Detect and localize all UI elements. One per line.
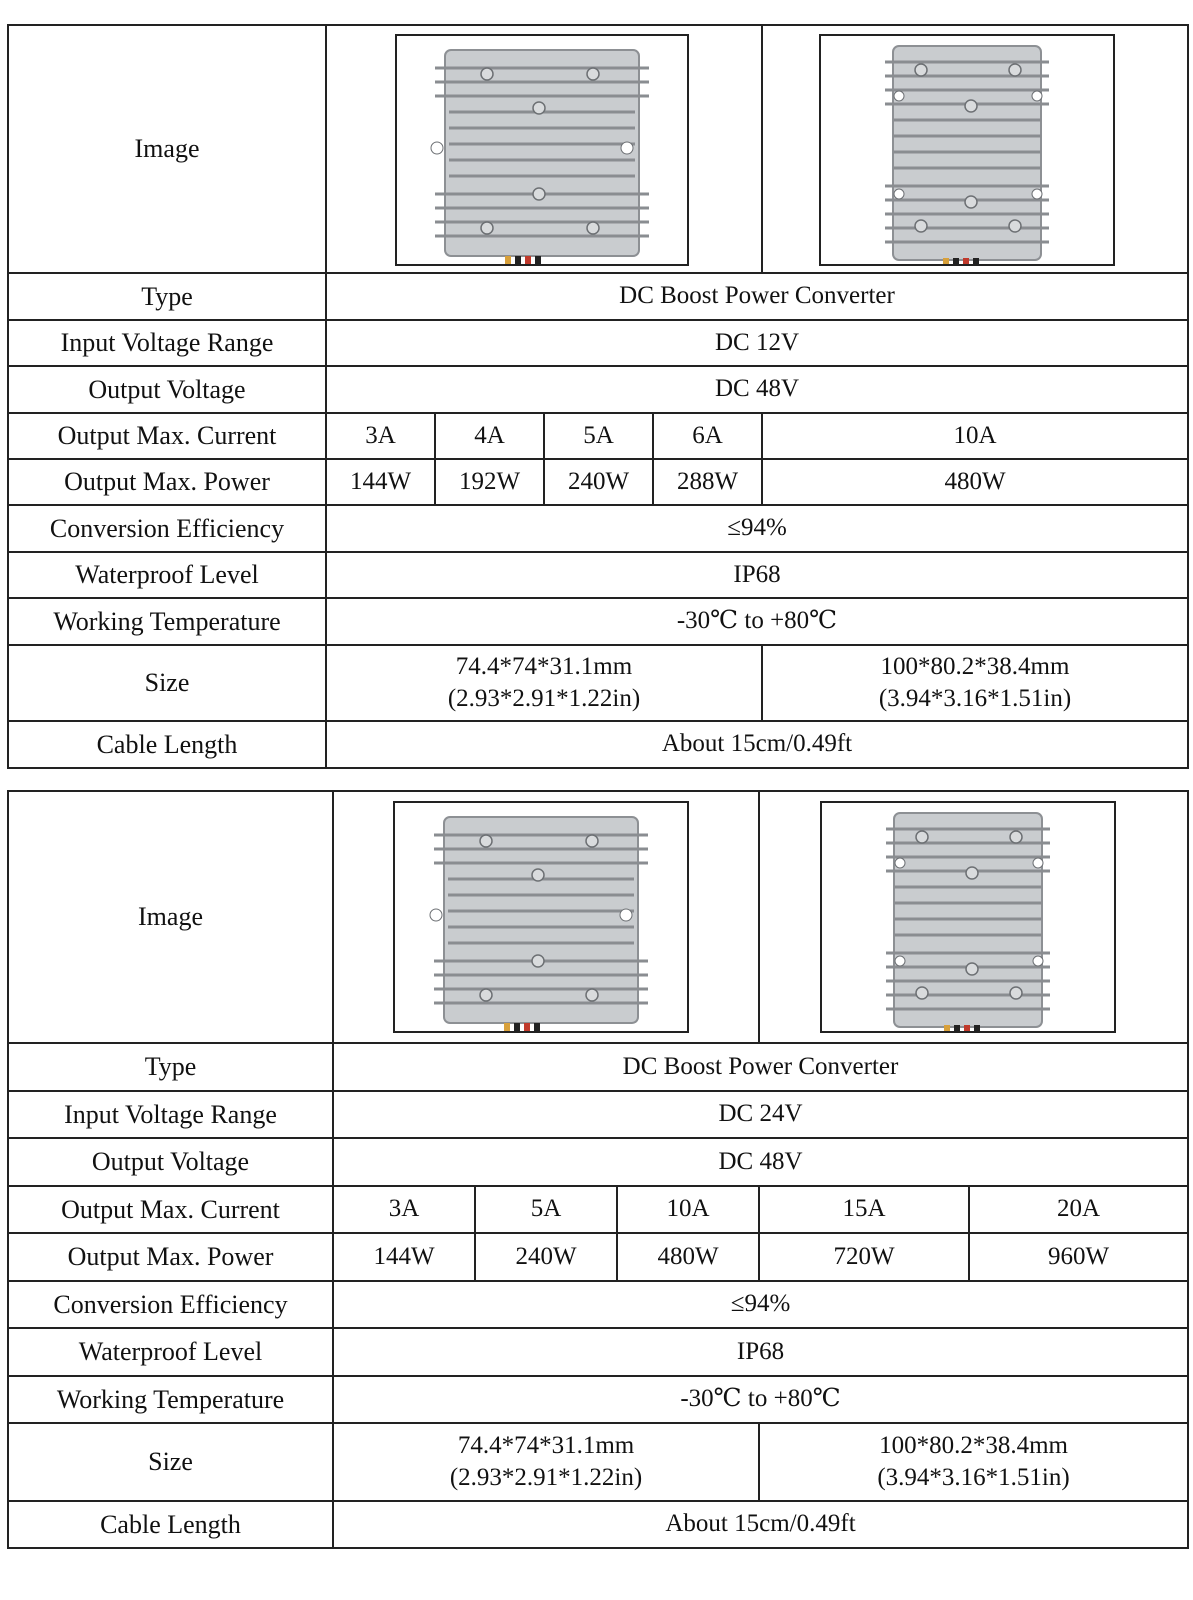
image-label: Image: [8, 25, 326, 273]
size-in: (2.93*2.91*1.22in): [449, 1464, 643, 1491]
waterproof-label: Waterproof Level: [8, 1328, 333, 1376]
efficiency-value: ≤94%: [326, 505, 1188, 552]
converter-photo-svg: [822, 803, 1114, 1031]
converter-photo-svg: [395, 803, 687, 1031]
type-value: DC Boost Power Converter: [333, 1043, 1188, 1091]
output-voltage-value: DC 48V: [333, 1138, 1188, 1186]
image-cell-small: [326, 25, 762, 273]
max-power-value: 480W: [617, 1233, 759, 1281]
waterproof-value: IP68: [326, 552, 1188, 598]
size-value-large: [762, 645, 1188, 721]
temperature-label: Working Temperature: [8, 1376, 333, 1423]
input-voltage-value: DC 24V: [333, 1091, 1188, 1138]
max-current-value: 5A: [475, 1186, 617, 1233]
type-label: Type: [8, 1043, 333, 1091]
spec-table-24v: [7, 790, 1189, 1549]
temperature-label: Working Temperature: [8, 598, 326, 645]
output-voltage-value: DC 48V: [326, 366, 1188, 413]
converter-photo-svg: [821, 36, 1113, 264]
size-mm: 74.4*74*31.1mm: [455, 652, 633, 680]
max-current-label: Output Max. Current: [8, 1186, 333, 1233]
output-voltage-label: Output Voltage: [8, 1138, 333, 1186]
size-in: (2.93*2.91*1.22in): [447, 685, 641, 712]
image-label: Image: [8, 791, 333, 1043]
cable-length-label: Cable Length: [8, 1501, 333, 1548]
max-current-value: 15A: [759, 1186, 969, 1233]
cable-length-label: Cable Length: [8, 721, 326, 768]
input-voltage-value: DC 12V: [326, 320, 1188, 366]
size-mm: 100*80.2*38.4mm: [880, 652, 1070, 680]
size-value-large: [759, 1423, 1188, 1501]
cable-length-value: About 15cm/0.49ft: [333, 1501, 1188, 1548]
max-current-value: 10A: [617, 1186, 759, 1233]
max-power-value: 240W: [544, 459, 653, 505]
max-power-value: 144W: [333, 1233, 475, 1281]
large-converter-image: [819, 34, 1115, 266]
spec-table-12v: [7, 24, 1189, 769]
max-current-value: 4A: [435, 413, 544, 459]
max-current-value: 3A: [333, 1186, 475, 1233]
input-voltage-label: Input Voltage Range: [8, 1091, 333, 1138]
waterproof-label: Waterproof Level: [8, 552, 326, 598]
large-converter-image: [820, 801, 1116, 1033]
size-label: Size: [8, 645, 326, 721]
size-value-small: [326, 645, 762, 721]
max-power-value: 960W: [969, 1233, 1188, 1281]
max-power-value: 480W: [762, 459, 1188, 505]
efficiency-label: Conversion Efficiency: [8, 505, 326, 552]
converter-photo-svg: [397, 36, 687, 264]
image-cell-small: [333, 791, 759, 1043]
max-current-value: 3A: [326, 413, 435, 459]
image-cell-large: [762, 25, 1188, 273]
max-current-label: Output Max. Current: [8, 413, 326, 459]
size-value-small: [333, 1423, 759, 1501]
type-label: Type: [8, 273, 326, 320]
size-label: Size: [8, 1423, 333, 1501]
max-current-value: 10A: [762, 413, 1188, 459]
type-value: DC Boost Power Converter: [326, 273, 1188, 320]
size-in: (3.94*3.16*1.51in): [877, 1464, 1070, 1491]
max-power-value: 240W: [475, 1233, 617, 1281]
efficiency-value: ≤94%: [333, 1281, 1188, 1328]
max-current-value: 20A: [969, 1186, 1188, 1233]
max-power-label: Output Max. Power: [8, 459, 326, 505]
small-converter-image: [393, 801, 689, 1033]
max-power-value: 720W: [759, 1233, 969, 1281]
max-current-value: 5A: [544, 413, 653, 459]
size-mm: 100*80.2*38.4mm: [879, 1431, 1068, 1459]
efficiency-label: Conversion Efficiency: [8, 1281, 333, 1328]
cable-length-value: About 15cm/0.49ft: [326, 721, 1188, 768]
input-voltage-label: Input Voltage Range: [8, 320, 326, 366]
max-power-label: Output Max. Power: [8, 1233, 333, 1281]
small-converter-image: [395, 34, 689, 266]
temperature-value: -30℃ to +80℃: [333, 1376, 1188, 1423]
size-mm: 74.4*74*31.1mm: [457, 1431, 635, 1459]
max-power-value: 144W: [326, 459, 435, 505]
image-cell-large: [759, 791, 1188, 1043]
temperature-value: -30℃ to +80℃: [326, 598, 1188, 645]
max-power-value: 288W: [653, 459, 762, 505]
max-current-value: 6A: [653, 413, 762, 459]
size-in: (3.94*3.16*1.51in): [878, 685, 1072, 712]
waterproof-value: IP68: [333, 1328, 1188, 1376]
output-voltage-label: Output Voltage: [8, 366, 326, 413]
max-power-value: 192W: [435, 459, 544, 505]
